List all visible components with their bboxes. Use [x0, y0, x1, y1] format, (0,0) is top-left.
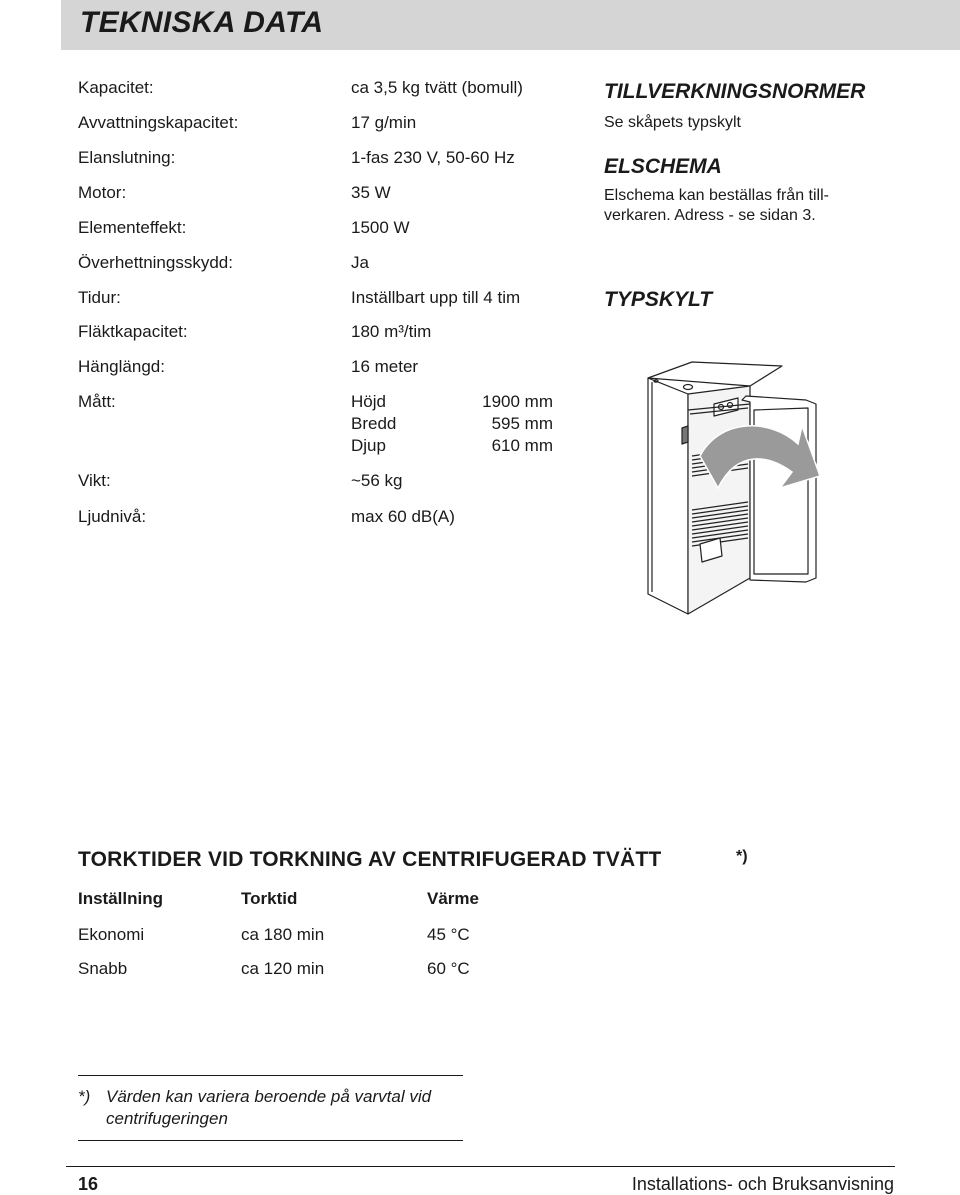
spec-label: Elementeffekt: [78, 218, 187, 237]
schema-text-line1: Elschema kan beställas från till- [604, 187, 829, 204]
spec-row [78, 253, 558, 279]
page-title: TEKNISKA DATA [80, 6, 324, 39]
table-cell: Ekonomi [78, 925, 145, 944]
footnote-text: Värden kan variera beroende på varvtal vid centrifugeringen [106, 1087, 432, 1128]
spec-row [78, 357, 558, 383]
table-cell: Snabb [78, 959, 128, 978]
spec-row [78, 288, 558, 314]
norms-text: Se skåpets typskylt [604, 114, 741, 131]
table-cell: 60 °C [427, 959, 470, 978]
spec-label: Tidur: [78, 288, 121, 307]
spec-value: 1-fas 230 V, 50-60 Hz [351, 148, 515, 167]
spec-label: Mått: [78, 392, 116, 411]
dimension-value: 595 mm [491, 414, 553, 433]
spec-row [78, 471, 558, 497]
spec-row [78, 183, 558, 209]
document-title: Installations- och Bruksanvisning [631, 1174, 894, 1194]
spec-label: Motor: [78, 183, 127, 202]
spec-label: Hänglängd: [78, 357, 165, 376]
table-cell: ca 180 min [241, 925, 325, 944]
spec-label: Elanslutning: [78, 148, 176, 167]
table-cell: 45 °C [427, 925, 470, 944]
table-cell: ca 120 min [241, 959, 325, 978]
dimension-value: 610 mm [491, 436, 553, 455]
footnote-rule-top [78, 1075, 463, 1076]
spec-value: 35 W [351, 183, 391, 202]
page-number: 16 [78, 1174, 99, 1194]
footnote-marker: *) [78, 1087, 91, 1106]
spec-value: 1500 W [351, 218, 410, 237]
spec-row [78, 113, 558, 139]
spec-label: Vikt: [78, 471, 111, 490]
spec-label: Fläktkapacitet: [78, 322, 188, 341]
spec-value: 17 g/min [351, 113, 417, 132]
norms-heading: TILLVERKNINGSNORMER [604, 80, 866, 103]
spec-label: Ljudnivå: [78, 507, 147, 526]
spec-row [78, 507, 558, 533]
spec-row [78, 218, 558, 244]
spec-label: Avvattningskapacitet: [78, 113, 239, 132]
dimension-name: Höjd [351, 392, 386, 411]
spec-value: ~56 kg [351, 471, 403, 490]
spec-value: 16 meter [351, 357, 419, 376]
spec-value: max 60 dB(A) [351, 507, 455, 526]
column-header: Torktid [241, 889, 298, 908]
dimension-row [351, 414, 561, 436]
schema-heading: ELSCHEMA [604, 155, 722, 178]
spec-row [78, 78, 558, 104]
footnote-rule-bottom [78, 1140, 463, 1141]
typskylt-heading: TYPSKYLT [604, 288, 713, 311]
spec-row [78, 148, 558, 174]
spec-row [78, 322, 558, 348]
spec-value: ca 3,5 kg tvätt (bomull) [351, 78, 523, 97]
spec-value: Ja [351, 253, 369, 272]
dimension-name: Djup [351, 436, 386, 455]
dimension-row [351, 392, 561, 414]
column-header: Inställning [78, 889, 163, 908]
footer-rule [66, 1166, 895, 1167]
drying-times-title: TORKTIDER VID TORKNING AV CENTRIFUGERAD TVÄTT [78, 848, 662, 871]
spec-value: 180 m³/tim [351, 322, 432, 341]
dimension-name: Bredd [351, 414, 397, 433]
spec-value: Inställbart upp till 4 tim [351, 288, 521, 307]
dimension-row [351, 436, 561, 458]
dimension-value: 1900 mm [482, 392, 553, 411]
drying-cabinet-illustration [630, 348, 840, 618]
title-banner [61, 0, 960, 50]
spec-label: Kapacitet: [78, 78, 154, 97]
footnote-marker: *) [736, 848, 748, 865]
spec-label: Överhettningsskydd: [78, 253, 233, 272]
schema-text-line2: verkaren. Adress - se sidan 3. [604, 207, 816, 224]
column-header: Värme [427, 889, 479, 908]
